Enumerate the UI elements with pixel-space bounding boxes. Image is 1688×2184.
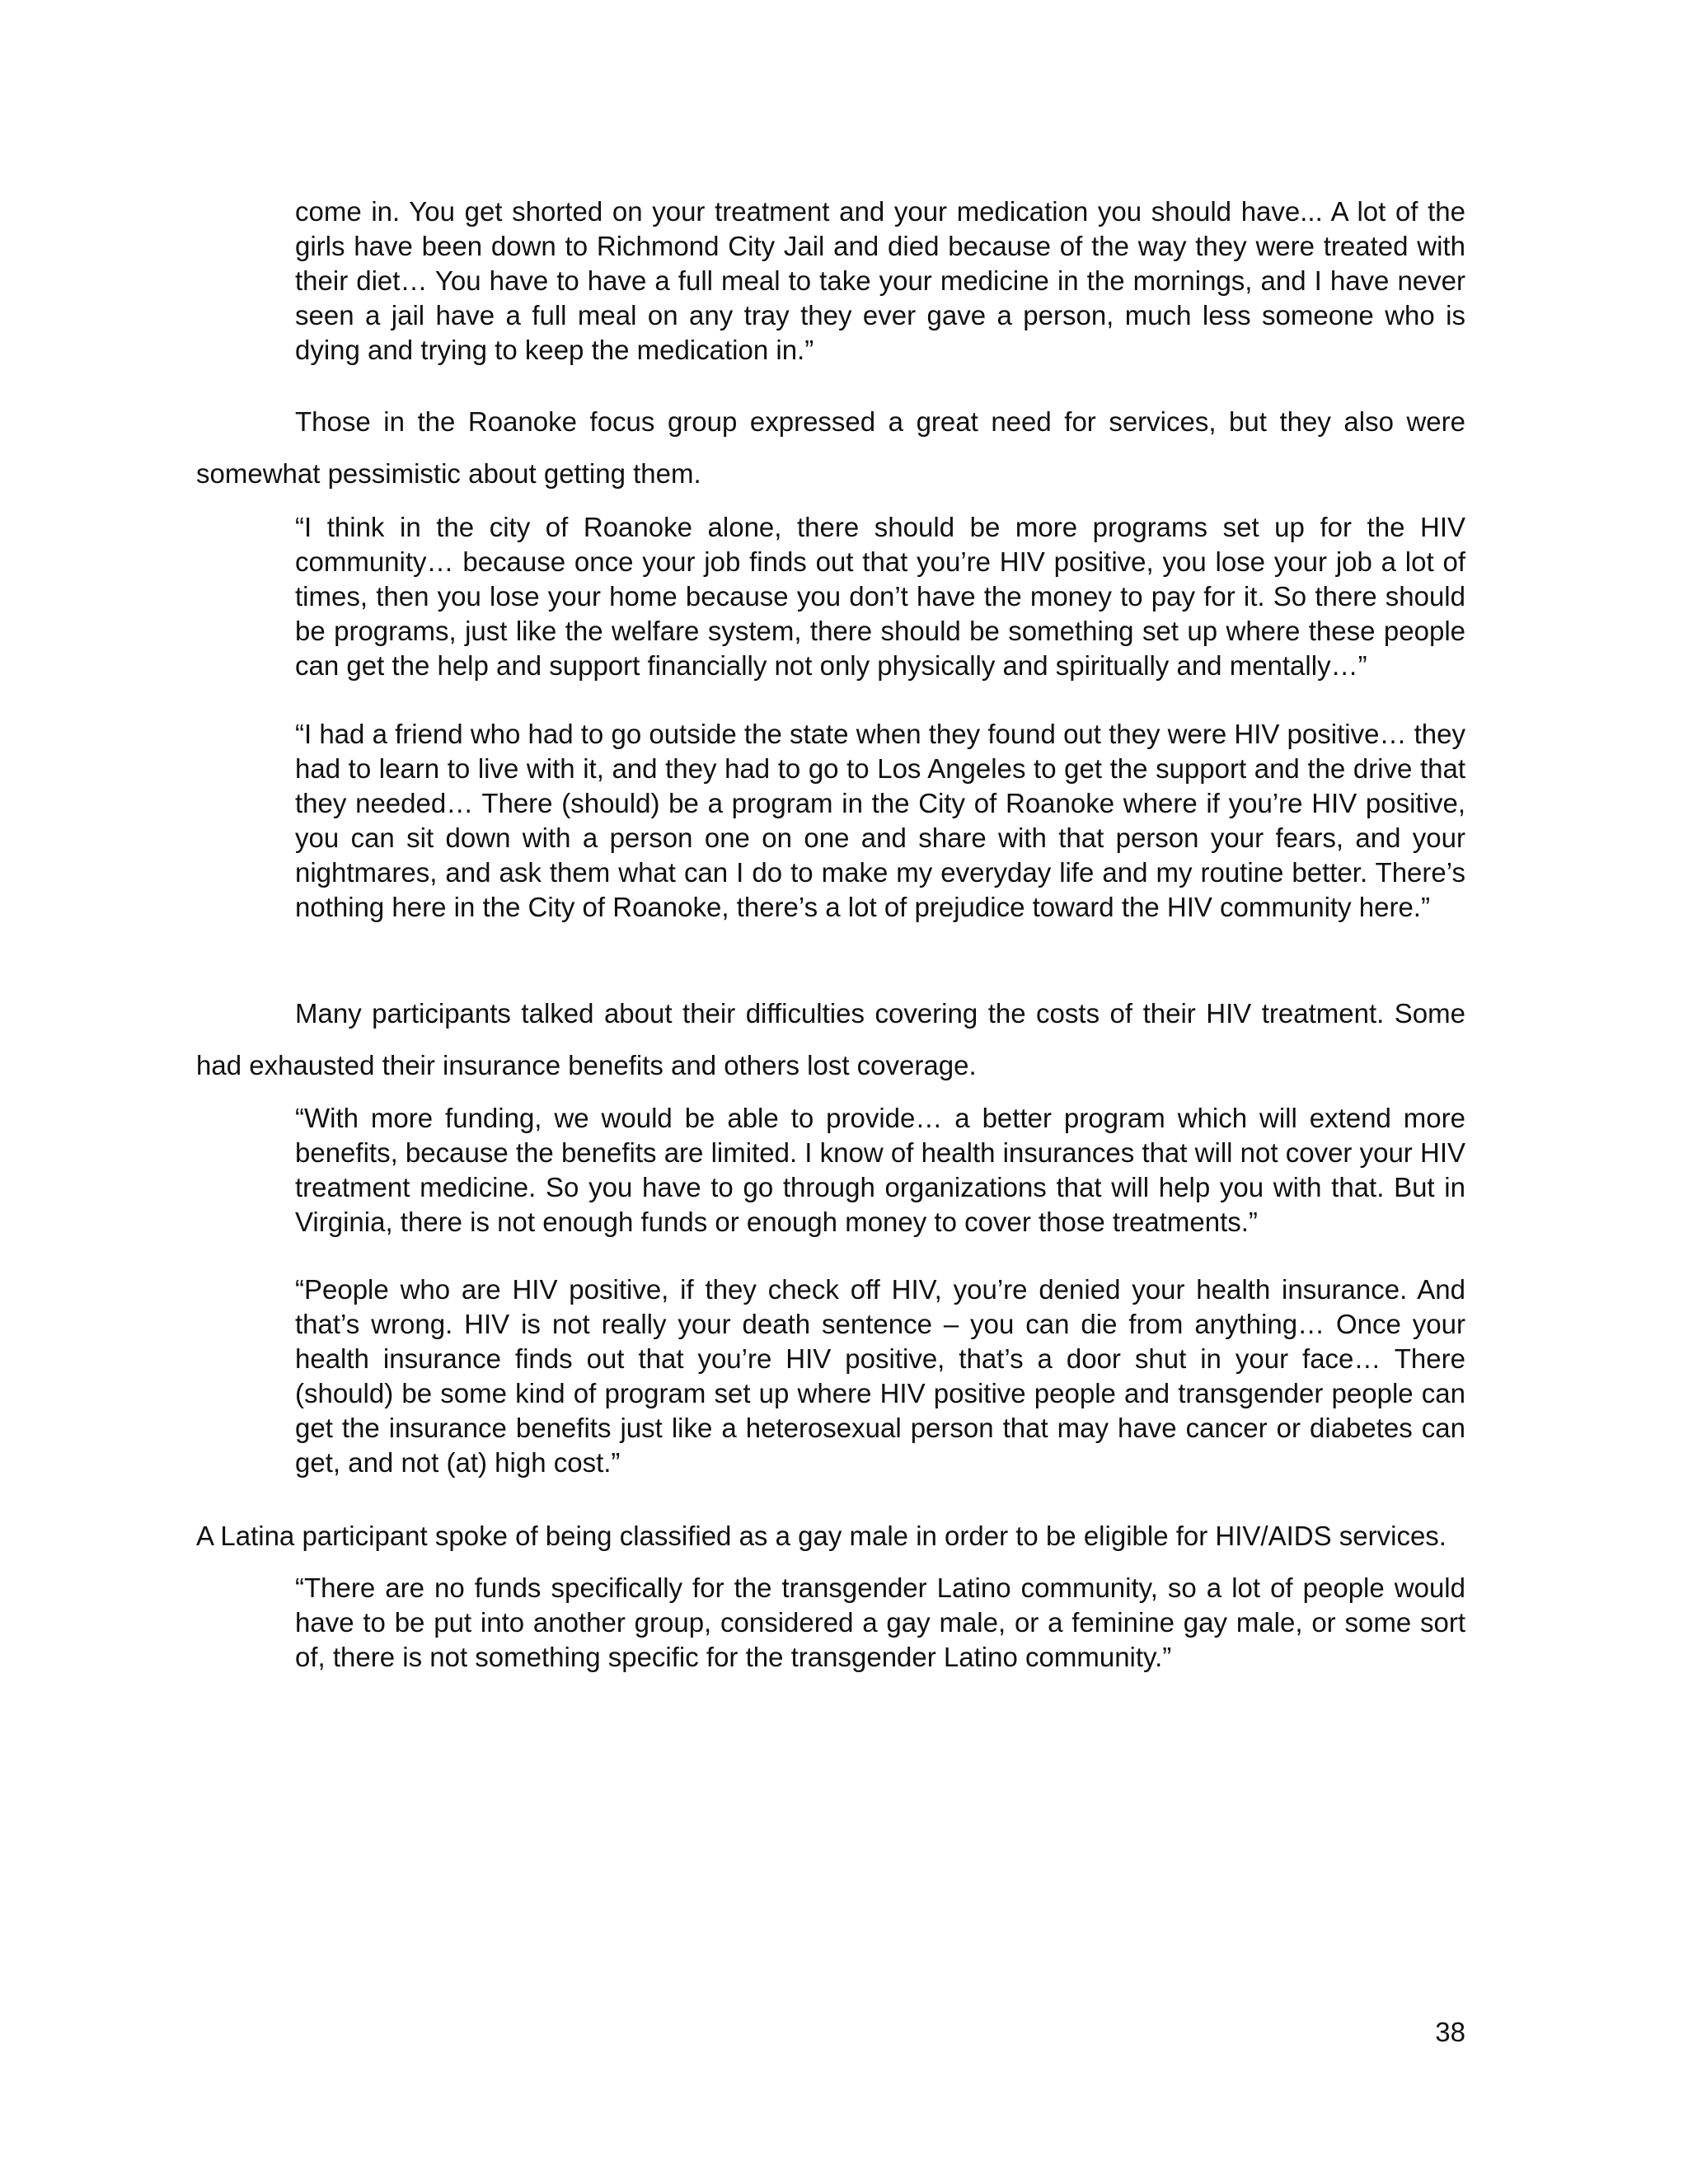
- quote-transgender-latino-funds: “There are no funds specifically for the transgender Latino community, so a lot of people would have to be put into another group, considered a gay male, or a feminine gay male, or some sort of, there is not something specific for the transgender Latino community.”: [295, 1572, 1465, 1672]
- quote-health-insurance-denied: “People who are HIV positive, if they check off HIV, you’re denied your health insurance. And that’s wrong. HIV is not really your death sentence – you can die from anything… Once your health insurance finds out that you’re HIV positive, that’s a door shut in your face… There (should) be some kind of program set up where HIV positive people and transgender people can get the insurance benefits just like a heterosexual person that may have cancer or diabetes can get, and not (at) high cost.”: [295, 1274, 1465, 1478]
- paragraph-roanoke-focus-group: [196, 396, 1465, 499]
- paragraph-latina-participant: A Latina participant spoke of being classified as a gay male in order to be eligible for HIV/AIDS services.: [196, 1521, 1447, 1551]
- quote-jail-treatment: come in. You get shorted on your treatment and your medication you should have... A lot of the girls have been down to Richmond City Jail and died because of the way they were treated with their diet… You have to have a full meal to take your medicine in the mornings, and I have never seen a jail have a full meal on any tray they ever gave a person, much less someone who is dying and trying to keep the medication in.”: [295, 196, 1465, 365]
- page-number: 38: [1435, 2017, 1465, 2047]
- paragraph-treatment-costs-text: Many participants talked about their difficulties covering the costs of their HIV treatment. Some had exhausted their insurance benefits and others lost coverage.: [196, 998, 1465, 1080]
- paragraph-roanoke-focus-group-text: Those in the Roanoke focus group expressed a great need for services, but they also were somewhat pessimistic about getting them.: [196, 406, 1465, 489]
- quote-roanoke-programs: “I think in the city of Roanoke alone, there should be more programs set up for the HIV community… because once your job finds out that you’re HIV positive, you lose your job a lot of times, then you lose your home because you don’t have the money to pay for it. So there should be programs, just like the welfare system, there should be something set up where these people can get the help and support financially not only physically and spiritually and mentally…”: [295, 512, 1465, 681]
- quote-friend-los-angeles: “I had a friend who had to go outside the state when they found out they were HIV positive… they had to learn to live with it, and they had to go to Los Angeles to get the support and the drive that they needed… There (should) be a program in the City of Roanoke where if you’re HIV positive, you can sit down with a person one on one and share with that person your fears, and your nightmares, and ask them what can I do to make my everyday life and my routine better. There’s nothing here in the City of Roanoke, there’s a lot of prejudice toward the HIV community here.”: [295, 719, 1465, 922]
- quote-more-funding: “With more funding, we would be able to provide… a better program which will extend more benefits, because the benefits are limited. I know of health insurances that will not cover your HIV treatment medicine. So you have to go through organizations that will help you with that. But in Virginia, there is not enough funds or enough money to cover those treatments.”: [295, 1103, 1465, 1237]
- paragraph-treatment-costs: [196, 987, 1465, 1091]
